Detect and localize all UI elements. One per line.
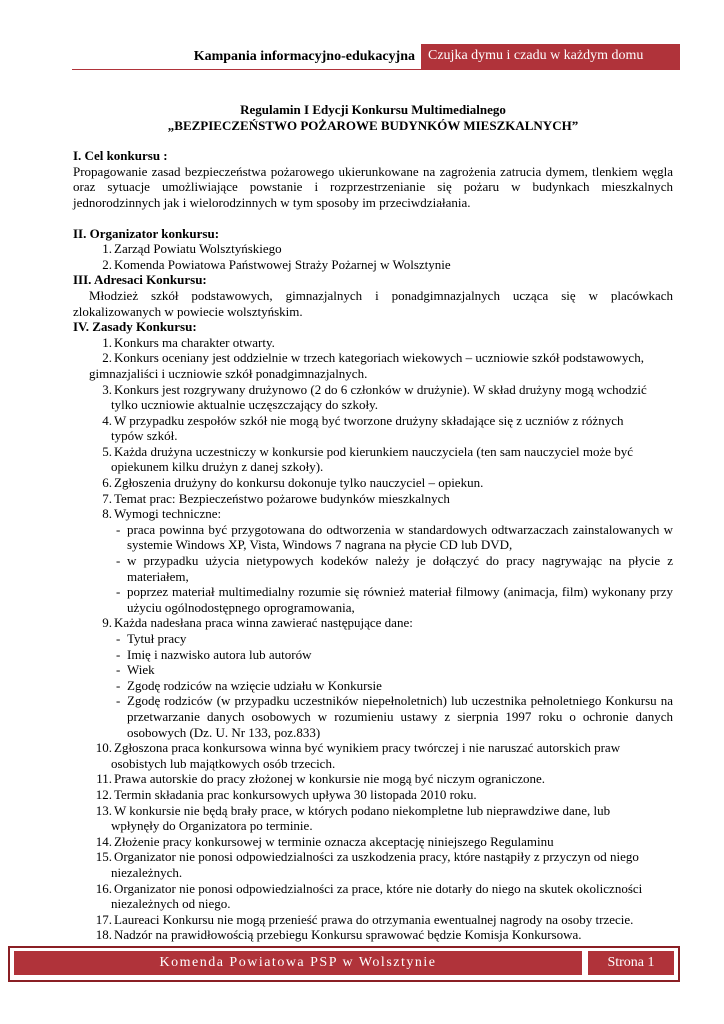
- section-1-text: Propagowanie zasad bezpieczeństwa pożarowego ukierunkowane na zagrożenia zatrucia dymem, tlenkiem węgla oraz sytuacje umożliwiające powstanie i rozprzestrzenianie się pożaru w budynkach mieszkalnych jednorodzinnych jak i wielorodzinnych w tym sposoby im przeciwdziałania.: [73, 163, 673, 210]
- list-item: - Wiek: [116, 662, 673, 678]
- section-3-heading: III. Adresaci Konkursu:: [73, 272, 207, 288]
- list-item: 11. Prawa autorskie do pracy złożonej w konkursie nie mogą być niczym ograniczone.: [96, 771, 546, 787]
- rules-list: [73, 335, 673, 522]
- section-1-heading: I. Cel konkursu :: [73, 148, 168, 164]
- organizer-list: [73, 241, 673, 272]
- list-item: 5. Każda drużyna uczestniczy w konkursie pod kierunkiem nauczyciela (ten sam nauczyciel może być opiekunem kilku drużyn z danej szkoły).: [102, 443, 634, 475]
- list-item: 2. Komenda Powiatowa Państwowej Straży Pożarnej w Wolsztynie: [102, 256, 451, 272]
- document-body: [73, 102, 673, 943]
- list-item: 1. Konkurs ma charakter otwarty.: [102, 334, 275, 350]
- list-item: - Imię i nazwisko autora lub autorów: [116, 647, 673, 663]
- list-item: - Zgodę rodziców (w przypadku uczestników niepełnoletnich) lub uczestnika pełnoletniego Konkursu na przetwarzanie danych osobowych w rozumieniu ustawy z sierpnia 1997 roku o ochronie danych osobowych (Dz. U. Nr 133, poz.833): [116, 693, 673, 740]
- list-item: - poprzez materiał multimedialny rozumie się również materiał filmowy (animacja, film) wykonany przy użyciu ogólnodostępnego oprogramowania,: [116, 584, 673, 615]
- list-item: 17. Laureaci Konkursu nie mogą przenieść prawa do otrzymania ewentualnej nagrody na osoby trzecie.: [95, 911, 634, 927]
- section-3-text: Młodzież szkół podstawowych, gimnazjalnych i ponadgimnazjalnych ucząca się w placówkach zlokalizowanych w powiecie wolsztyńskim.: [73, 287, 673, 319]
- list-item: 6. Zgłoszenia drużyny do konkursu dokonuje tylko nauczyciel – opiekun.: [102, 475, 484, 491]
- footer-organization: Komenda Powiatowa PSP w Wolsztynie: [14, 951, 582, 975]
- header-slogan: Czujka dymu i czadu w każdym domu: [421, 44, 680, 69]
- list-item: 10. Zgłoszona praca konkursowa winna być wynikiem pracy twórczej i nie naruszać autorskich praw osobistych lub majątkowych osób trzecich.: [95, 740, 621, 771]
- list-item: - Tytuł pracy: [116, 631, 673, 647]
- list-item: - w przypadku użycia nietypowych kodeków należy je dołączyć do pracy nagrywając na płycie z materiałem,: [116, 553, 673, 584]
- list-item: 15. Organizator nie ponosi odpowiedzialności za uszkodzenia pracy, które nastąpiły z przyczyn od niego niezależnych.: [95, 849, 639, 880]
- doc-title-line2: „BEZPIECZEŃSTWO POŻAROWE BUDYNKÓW MIESZKALNYCH”: [167, 117, 579, 133]
- list-item: 9. Każda nadesłana praca winna zawierać następujące dane:: [102, 615, 413, 631]
- section-4-heading: IV. Zasady Konkursu:: [73, 319, 197, 335]
- list-item: 8. Wymogi techniczne:: [102, 506, 222, 522]
- list-item: 18. Nadzór na prawidłowością przebiegu Konkursu sprawować będzie Komisja Konkursowa.: [95, 927, 582, 943]
- technical-requirements-list: [73, 522, 673, 616]
- list-item: 4. W przypadku zespołów szkół nie mogą być tworzone drużyny składające się z uczniów z różnych typów szkół.: [102, 412, 624, 444]
- page-footer: [8, 946, 680, 982]
- page-number: Strona 1: [588, 951, 674, 975]
- required-data-list: [73, 631, 673, 740]
- list-item: 3. Konkurs jest rozgrywany drużynowo (2 do 6 członków w drużynie). W skład drużyny mogą wchodzić tylko uczniowie aktualnie uczęszczający do szkoły.: [102, 381, 647, 413]
- list-item: 14. Złożenie pracy konkursowej w terminie oznacza akceptację niniejszego Regulaminu: [95, 833, 554, 849]
- header-divider: [72, 69, 680, 70]
- header-campaign-title: Kampania informacyjno-edukacyjna: [193, 49, 415, 64]
- list-item: 7. Temat prac: Bezpieczeństwo pożarowe budynków mieszkalnych: [102, 490, 450, 506]
- list-item: - Zgodę rodziców na wzięcie udziału w Konkursie: [116, 678, 673, 694]
- list-item: - praca powinna być przygotowana do odtworzenia w standardowych odtwarzaczach zainstalowanych w systemie Windows XP, Vista, Windows 7 nagrana na płycie CD lub DVD,: [116, 522, 673, 553]
- list-item: 2. Konkurs oceniany jest oddzielnie w trzech kategoriach wiekowych – uczniowie szkół podstawowych, gimnazjaliści i uczniowie szkół ponadgimnazjalnych.: [89, 350, 644, 381]
- page-header: [72, 44, 680, 69]
- list-item: 1. Zarząd Powiatu Wolsztyńskiego: [102, 241, 282, 257]
- list-item: 16. Organizator nie ponosi odpowiedzialności za prace, które nie dotarły do niego na skutek okoliczności niezależnych od niego.: [95, 880, 643, 912]
- list-item: 13. W konkursie nie będą brały prace, w których podano niekompletne lub nieprawdziwe dane, lub wpłynęły do Organizatora po terminie.: [95, 802, 611, 834]
- section-2-heading: II. Organizator konkursu:: [73, 225, 220, 241]
- doc-title-line1: Regulamin I Edycji Konkursu Multimedialnego: [240, 102, 506, 117]
- list-item: 12. Termin składania prac konkursowych upływa 30 listopada 2010 roku.: [95, 786, 477, 802]
